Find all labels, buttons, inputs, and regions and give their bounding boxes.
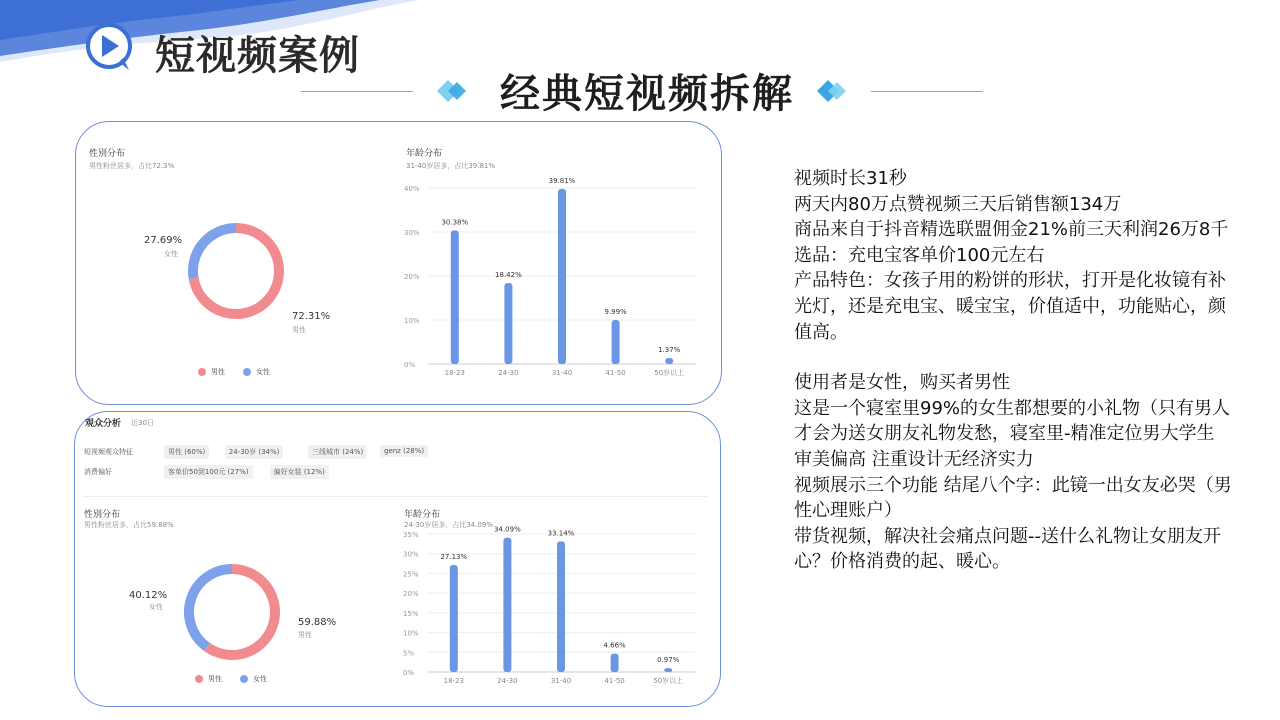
audience-panel-2: [74, 411, 721, 707]
x-tick-label: 41-50: [605, 369, 626, 377]
y-tick-label: 0%: [403, 669, 415, 677]
x-tick-label: 50岁以上: [654, 369, 685, 377]
male-pct-2: 59.88%: [298, 617, 337, 628]
note-line: 两天内80万点赞视频三天后销售额134万: [794, 193, 1122, 215]
note-line: 视频展示三个功能 结尾八个字：此镜一出女友必哭（男性心理账户）: [794, 474, 1232, 522]
legend-female-label: 女性: [256, 368, 270, 376]
female-label: 女性: [164, 250, 178, 258]
bar-value-label: 18.42%: [495, 270, 522, 279]
x-tick-label: 31-40: [551, 369, 573, 377]
note-line: 带货视频，解决社会痛点问题--送什么礼物让女朋友开心？价格消费的起、暖心。: [794, 525, 1221, 573]
gender-title-2: 性别分布: [84, 510, 121, 520]
legend-male-label-2: 男性: [208, 675, 222, 683]
legend-female-label-2: 女性: [253, 675, 267, 683]
age-bar: [504, 283, 512, 364]
x-tick-label: 50岁以上: [653, 677, 684, 685]
age-bar: [558, 189, 566, 364]
section-subtitle: 经典短视频拆解: [500, 71, 794, 117]
x-tick-label: 24-30: [498, 369, 519, 377]
feature-chip: 三线城市 (24%): [308, 445, 367, 459]
male-label: 男性: [292, 326, 306, 334]
section-note: 近30日: [131, 419, 154, 427]
female-pct: 27.69%: [144, 235, 183, 246]
y-tick-label: 20%: [404, 273, 420, 281]
age-bar: [611, 654, 619, 672]
y-tick-label: 0%: [404, 361, 416, 369]
bar-value-label: 30.38%: [441, 218, 469, 227]
title-rule-left: [301, 91, 413, 92]
x-tick-label: 31-40: [550, 677, 572, 685]
y-tick-label: 35%: [403, 531, 419, 539]
age-bar: [665, 358, 673, 364]
bar-value-label: 27.13%: [440, 553, 468, 562]
title-rule-right: [871, 91, 983, 92]
bar-value-label: 33.14%: [547, 529, 575, 538]
diamond-decoration-right: [816, 78, 850, 104]
y-tick-label: 25%: [403, 570, 419, 579]
bar-value-label: 9.99%: [604, 308, 627, 317]
female-slice: [193, 228, 236, 278]
bar-value-label: 1.37%: [658, 345, 681, 354]
row2-label: 消费偏好: [84, 468, 112, 476]
y-tick-label: 30%: [403, 550, 419, 559]
x-tick-label: 41-50: [604, 677, 625, 685]
gender-subtitle: 男性粉丝居多，占比72.3%: [89, 162, 175, 170]
age-title: 年龄分布: [406, 149, 443, 159]
male-slice: [207, 569, 275, 655]
note-line: 使用者是女性，购买者男性: [794, 372, 1010, 394]
feature-chip: 24-30岁 (34%): [225, 445, 284, 459]
gender-title: 性别分布: [89, 149, 126, 159]
gender-donut-chart-1: [76, 122, 396, 404]
legend-male-dot-2: [195, 675, 203, 683]
bar-value-label: 34.09%: [494, 525, 521, 534]
gender-subtitle-2: 男性粉丝居多，占比59.88%: [84, 521, 174, 529]
note-line: 视频时长31秒: [794, 168, 907, 189]
x-tick-label: 24-30: [497, 677, 518, 685]
age-subtitle-2: 24-30岁居多，占比34.09%: [404, 521, 494, 529]
feature-chip: genz (28%): [380, 445, 428, 457]
bar-value-label: 39.81%: [548, 176, 576, 185]
legend-female-dot: [243, 368, 251, 376]
feature-chip: 客单价50到100元 (27%): [164, 465, 253, 479]
y-tick-label: 10%: [403, 629, 419, 638]
note-line: 商品来自于抖音精选联盟佣金21%前三天利润26万8千: [794, 219, 1229, 241]
age-bar-chart-1: [396, 172, 716, 392]
section-title: 观众分析: [85, 419, 122, 429]
age-bar: [450, 565, 458, 672]
y-tick-label: 10%: [404, 317, 420, 325]
bar-value-label: 4.66%: [603, 641, 626, 650]
diamond-decoration-left: [436, 78, 470, 104]
bar-value-label: 0.97%: [657, 656, 680, 665]
age-bar: [503, 538, 511, 672]
legend-female-dot-2: [240, 675, 248, 683]
note-line: 这是一个寝室里99%的女生都想要的小礼物（只有男人才会为送女朋友礼物发愁，寝室里-精准定位男大学生 审美偏高 注重设计无经济实力: [794, 397, 1231, 470]
male-label-2: 男性: [298, 631, 312, 639]
note-line: 产品特色：女孩子用的粉饼的形状，打开是化妆镜有补光灯，还是充电宝、暖宝宝，价值适中，功能贴心，颜值高。: [794, 270, 1226, 343]
feature-chip: 男性 (60%): [164, 445, 209, 459]
female-pct-2: 40.12%: [129, 590, 168, 601]
gender-donut-chart-2: [75, 412, 395, 706]
page-title: 短视频案例: [155, 33, 360, 79]
male-pct: 72.31%: [292, 311, 331, 322]
female-slice: [189, 569, 232, 647]
x-tick-label: 18-23: [444, 369, 465, 377]
female-label-2: 女性: [149, 603, 163, 611]
feature-chip: 偏好女装 (12%): [270, 465, 329, 479]
legend-male-dot: [198, 368, 206, 376]
y-tick-label: 5%: [403, 649, 415, 658]
legend-male-label: 男性: [211, 368, 225, 376]
y-tick-label: 20%: [403, 590, 419, 599]
note-line: 选品：充电宝客单价100元左右: [794, 244, 1045, 266]
age-bar: [557, 541, 565, 672]
age-subtitle: 31-40岁居多，占比39.81%: [406, 162, 496, 170]
play-icon: [83, 22, 143, 72]
age-bar: [612, 320, 620, 364]
row1-label: 短视频观众特征: [84, 448, 133, 456]
case-notes: [794, 166, 1234, 575]
audience-panel-1: [75, 121, 722, 405]
x-tick-label: 18-23: [443, 677, 464, 685]
age-title-2: 年龄分布: [404, 510, 441, 520]
y-tick-label: 15%: [403, 609, 419, 618]
age-bar: [451, 230, 459, 364]
y-tick-label: 40%: [404, 185, 420, 193]
age-bar: [664, 668, 672, 672]
y-tick-label: 30%: [404, 229, 420, 237]
